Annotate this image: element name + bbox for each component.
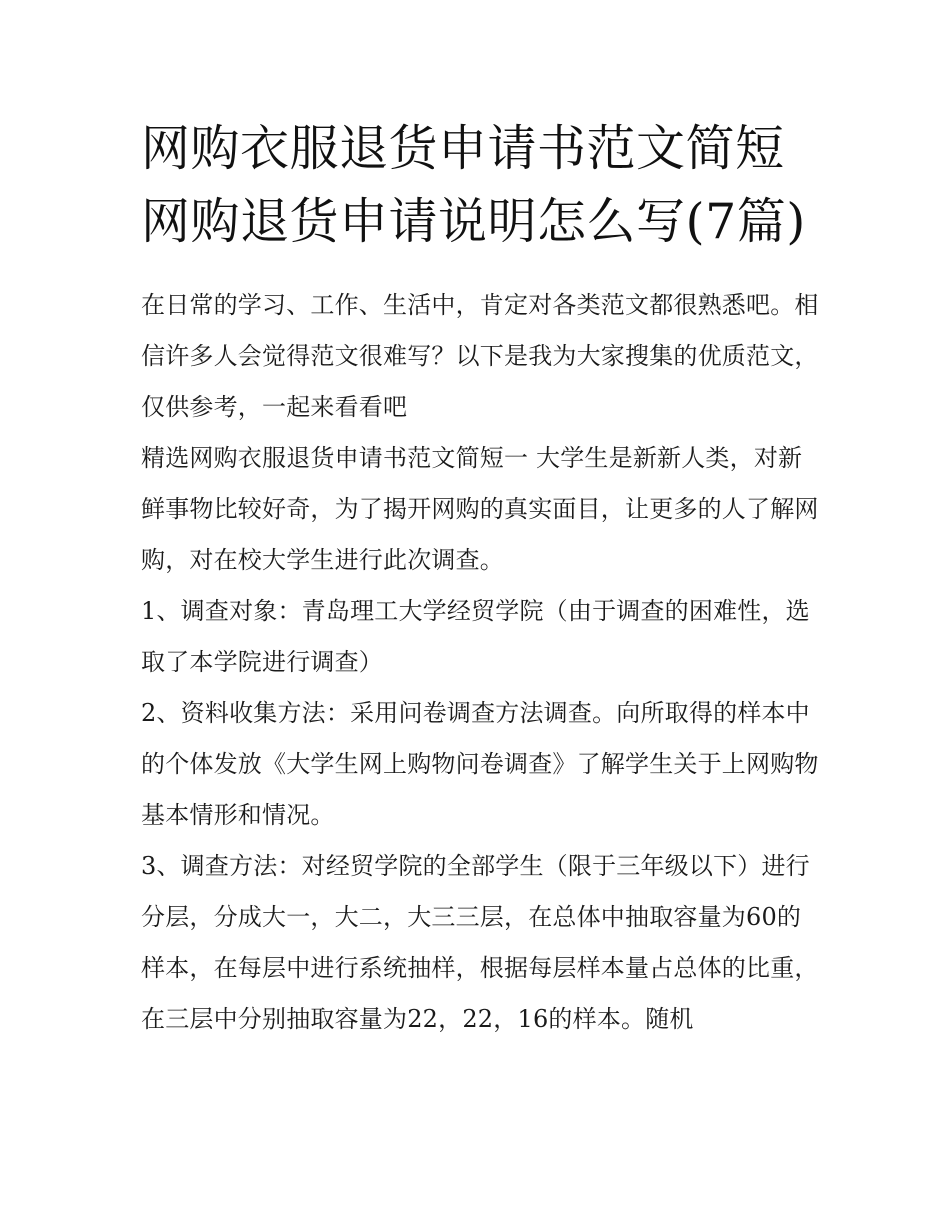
paragraph-survey-method: 3、调查方法：对经贸学院的全部学生（限于三年级以下）进行分层，分成大一，大二，大三三层，在总体中抽取容量为60的样本，在每层中进行系统抽样，根据每层样本量占总体的比重，在三层中分别抽取容量为22，22，16的样本。随机 [141, 852, 819, 1033]
intro-paragraph: 在日常的学习、工作、生活中，肯定对各类范文都很熟悉吧。相信许多人会觉得范文很难写？以下是我为大家搜集的优质范文，仅供参考，一起来看看吧 [141, 291, 819, 421]
paragraph-survey-object: 1、调查对象：青岛理工大学经贸学院（由于调查的困难性，选取了本学院进行调查） [141, 597, 810, 676]
document-title: 网购衣服退货申请书范文简短网购退货申请说明怎么写(7篇) [141, 120, 806, 250]
paragraph-survey-purpose: 精选网购衣服退货申请书范文简短一 大学生是新新人类，对新鲜事物比较好奇，为了揭开网购的真实面目，让更多的人了解网购，对在校大学生进行此次调查。 [141, 444, 819, 574]
document-content [141, 112, 821, 1045]
paragraph-data-collection: 2、资料收集方法：采用问卷调查方法调查。向所取得的样本中的个体发放《大学生网上购物问卷调查》了解学生关于上网购物基本情形和情况。 [141, 699, 819, 829]
document-body [141, 280, 821, 1045]
